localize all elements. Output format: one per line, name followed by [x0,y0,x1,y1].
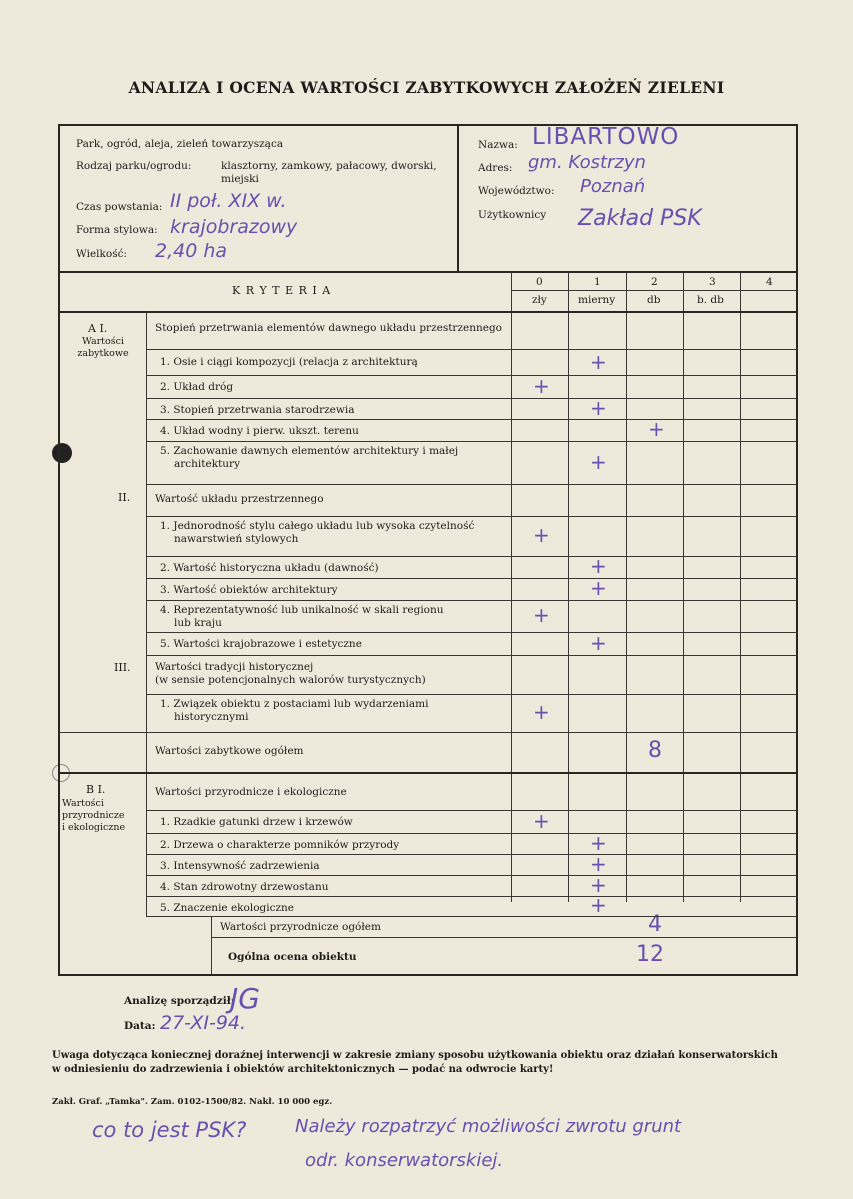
a-total-value: 8 [648,738,662,763]
a3-roman: III. [114,661,131,674]
score-mark: + [590,893,607,917]
criteria-row-label-2: historycznymi [174,711,249,723]
criteria-row-label: 1. Osie i ciągi kompozycji (relacja z architekturą [160,356,418,368]
score-mark: + [533,809,550,833]
data-label: Data: [124,1020,156,1032]
score-mark: + [533,374,550,398]
criteria-row-label-2: lub kraju [174,617,222,629]
czas-label: Czas powstania: [76,201,163,213]
nazwa-value: LIBARTOWO [532,124,680,150]
analiza-signature: JG [230,982,260,1015]
header-bottom-line [59,271,797,273]
line-a3-head [146,694,797,695]
criteria-row-label: 4. Reprezentatywność lub unikalność w skali regionu [160,604,444,616]
criteria-row-label: 1. Jednorodność stylu całego układu lub wysoka czytelność [160,520,475,532]
forma-value: krajobrazowy [170,216,298,238]
park-label: Park, ogród, aleja, zieleń towarzysząca [76,138,284,150]
b1-title: Wartości przyrodnicze i ekologiczne [155,786,347,798]
section-b-name: Wartości przyrodnicze i ekologiczne [62,798,126,833]
criteria-row-line [146,419,797,420]
criteria-row-line [146,556,797,557]
a-total-label: Wartości zabytkowe ogółem [155,745,304,757]
score-name-3: b. db [697,294,724,306]
handnote-2: Należy rozpatrzyć możliwości zwrotu grunt [295,1116,682,1137]
criteria-row-label: 4. Układ wodny i pierw. ukszt. terenu [160,425,359,437]
criteria-row-line [146,375,797,376]
score-mark: + [590,831,607,855]
uzytkownicy-label: Użytkownicy [478,209,547,221]
score-mark: + [533,700,550,724]
score-3: 3 [709,276,716,288]
score-header-mid-line [511,290,797,291]
forma-label: Forma stylowa: [76,224,158,236]
score-mark: + [590,450,607,474]
line-b1-head [146,810,797,811]
score-4: 4 [766,276,773,288]
criteria-row-label: 3. Intensywność zadrzewienia [160,860,320,872]
wojewodztwo-label: Województwo: [478,185,555,197]
criteria-row-line [146,916,797,917]
nazwa-label: Nazwa: [478,139,518,151]
criteria-row-line [146,441,797,442]
criteria-row-label: 4. Stan zdrowotny drzewostanu [160,881,329,893]
handnote-1: co to jest PSK? [92,1118,247,1142]
criteria-row-label: 1. Rzadkie gatunki drzew i krzewów [160,816,353,828]
adres-label: Adres: [478,162,513,174]
criteria-row-line [146,896,797,897]
score-mark: + [590,554,607,578]
criteria-row-label: 2. Układ dróg [160,381,234,393]
score-mark: + [590,396,607,420]
criteria-row-line [146,484,797,485]
criteria-row-label: 1. Związek obiektu z postaciami lub wydarzeniami [160,698,429,710]
criteria-row-label: 3. Stopień przetrwania starodrzewia [160,404,355,416]
criteria-row-label: 5. Zachowanie dawnych elementów architektury i małej [160,445,459,457]
score-name-2: db [647,294,661,306]
handnote-3: odr. konserwatorskiej. [305,1150,504,1171]
czas-value: II poł. XIX w. [170,190,287,212]
rodzaj-label: Rodzaj parku/ogrodu: [76,160,192,172]
a3-title-2: (w sensie potencjonalnych walorów turystycznych) [155,674,426,686]
criteria-row-label: 5. Znaczenie ekologiczne [160,902,295,914]
rodzaj-options: klasztorny, zamkowy, pałacowy, dworski, [221,160,437,172]
a2-roman: II. [118,491,131,504]
analiza-label: Analizę sporządził: [124,995,235,1007]
score-name-0: zły [532,294,547,306]
category-divider-tail [146,902,147,916]
b-total-label: Wartości przyrodnicze ogółem [220,921,381,933]
score-mark: + [648,417,665,441]
uzytkownicy-value: Zakład PSK [578,206,702,231]
note-line-2: w odniesieniu do zadrzewienia i obiektów architektonicznych — podać na odwrocie karty! [52,1064,554,1075]
criteria-row-label: 3. Wartość obiektów architektury [160,584,338,596]
score-2: 2 [651,276,658,288]
wielkosc-value: 2,40 ha [155,240,228,262]
a3-title: Wartości tradycji historycznej [155,661,314,673]
criteria-row-line [146,632,797,633]
line-a1-end [146,349,797,350]
criteria-row-label-2: architektury [174,458,241,470]
section-a-name: Wartości zabytkowe [77,336,129,359]
rodzaj-options-2: miejski [221,173,259,185]
criteria-header-bottom [59,311,797,313]
score-0: 0 [536,276,543,288]
wielkosc-label: Wielkość: [76,248,128,260]
adres-value: gm. Kostrzyn [528,152,646,173]
criteria-row-line [146,398,797,399]
score-mark: + [590,576,607,600]
score-mark: + [533,603,550,627]
category-divider [146,311,147,902]
score-mark: + [590,631,607,655]
criteria-row-label-2: nawarstwień stylowych [174,533,299,545]
b-total-value: 4 [648,912,662,937]
criteria-row-line [146,655,797,656]
score-mark: + [590,852,607,876]
score-1: 1 [594,276,601,288]
line-b-start [59,772,797,774]
col-line-4 [740,272,741,902]
overall-left-line [211,916,212,975]
score-mark: + [590,873,607,897]
line-overall [211,937,797,938]
criteria-row-line [146,875,797,876]
score-mark: + [533,523,550,547]
score-name-1: mierny [578,294,616,306]
data-value: 27-XI-94. [160,1012,247,1034]
section-b-roman: B I. [86,783,106,796]
note-line-1: Uwaga dotycząca koniecznej doraźnej interwencji w zakresie zmiany sposobu użytkowania obiektu oraz działań konserwatorskich [52,1050,778,1061]
a1-title: Stopień przetrwania elementów dawnego układu przestrzennego [155,322,502,334]
col-line-3 [683,272,684,902]
criteria-row-line [146,833,797,834]
criteria-label: K R Y T E R I A [232,284,332,297]
printer-info: Zakł. Graf. „Tamka". Zam. 0102-1500/82. Nakł. 10 000 egz. [52,1097,333,1107]
wojewodztwo-value: Poznań [580,176,646,197]
header-divider [457,125,459,272]
overall-label: Ogólna ocena obiektu [228,951,357,963]
page-title: ANALIZA I OCENA WARTOŚCI ZABYTKOWYCH ZAŁOŻEŃ ZIELENI [128,78,725,97]
criteria-row-line [146,600,797,601]
line-a2-head [146,516,797,517]
criteria-row-line [146,578,797,579]
overall-value: 12 [636,942,664,967]
criteria-row-label: 2. Wartość historyczna układu (dawność) [160,562,379,574]
score-mark: + [590,350,607,374]
col-line-0 [511,272,512,902]
criteria-row-line [146,854,797,855]
criteria-row-label: 5. Wartości krajobrazowe i estetyczne [160,638,362,650]
criteria-row-line [146,732,797,733]
a2-title: Wartość układu przestrzennego [155,493,324,505]
criteria-row-label: 2. Drzewa o charakterze pomników przyrody [160,839,400,851]
col-line-2 [626,272,627,902]
col-line-1 [568,272,569,902]
section-a-roman: A I. [88,322,108,335]
